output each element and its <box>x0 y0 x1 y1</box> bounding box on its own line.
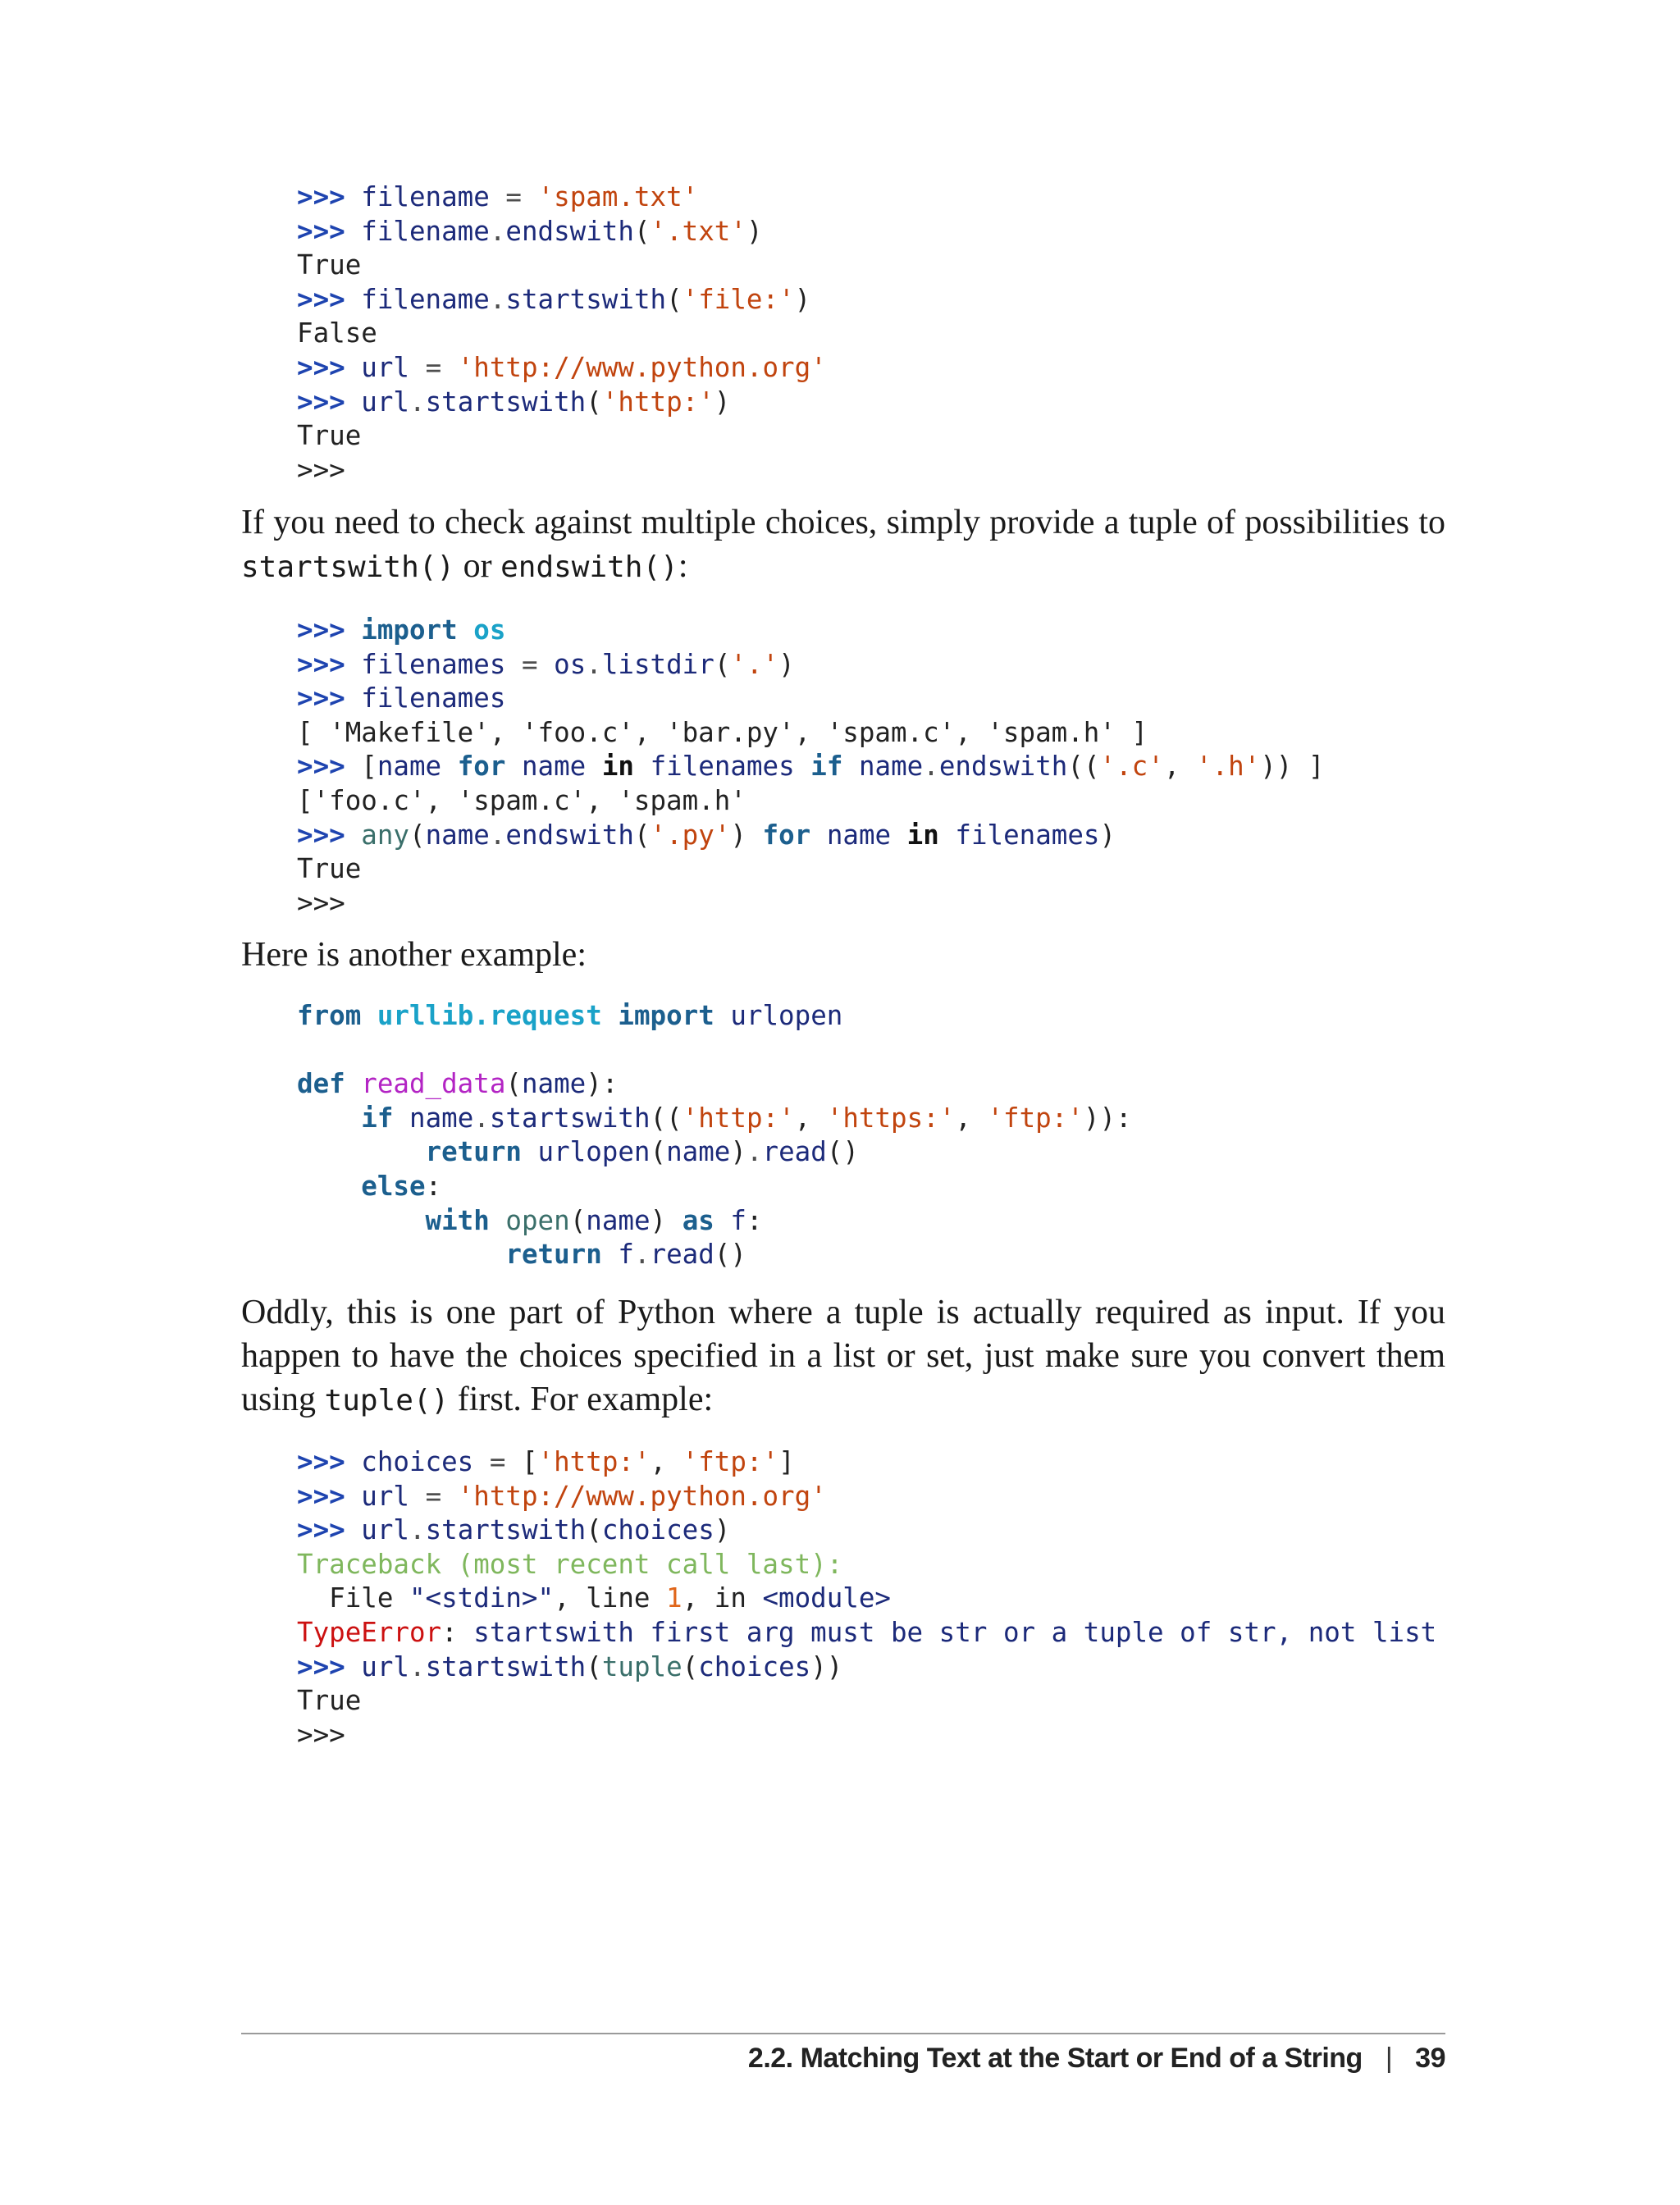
code-line: TypeError: startswith first arg must be str or a tuple of str, not list <box>297 1616 1437 1648</box>
code-line: File "<stdin>", line 1, in <module> <box>297 1582 892 1614</box>
code-line: >>> <box>297 1719 345 1751</box>
footer-section-title: 2.2. Matching Text at the Start or End of a String <box>747 2043 1363 2074</box>
code-line: >>> url.startswith(tuple(choices)) <box>297 1650 843 1682</box>
code-line: if name.startswith(('http:', 'https:', 'ftp:')): <box>361 1102 1132 1134</box>
page-number: 39 <box>1415 2043 1445 2074</box>
code-block-4 <box>297 1445 1436 1752</box>
code-line: >>> filename.endswith('.txt') <box>297 215 763 247</box>
code-line: >>> choices = ['http:', 'ftp:'] <box>297 1446 795 1477</box>
code-line: return urlopen(name).read() <box>425 1136 859 1168</box>
code-line: >>> filename.startswith('file:') <box>297 283 811 315</box>
paragraph-tuple-required <box>241 1291 1445 1422</box>
paragraph-another-example <box>241 934 1445 977</box>
code-line: >>> [name for name in filenames if name.endswith(('.c', '.h')) ] <box>297 751 1325 783</box>
code-line: from urllib.request import urlopen <box>297 1000 843 1031</box>
code-line: ['foo.c', 'spam.c', 'spam.h' <box>297 784 746 816</box>
code-block-1 <box>297 180 827 487</box>
paragraph-text: Oddly, this is one part of Python where a tuple is actually required as input. If you happen to have the choices specified in a list or set, just make sure you convert them using <box>241 1294 1445 1418</box>
code-line: >>> filename = 'spam.txt' <box>297 181 699 212</box>
code-line: Traceback (most recent call last): <box>297 1548 843 1580</box>
footer-separator: | <box>1385 2043 1393 2074</box>
code-line: >>> filenames <box>297 682 506 714</box>
code-line: [ 'Makefile', 'foo.c', 'bar.py', 'spam.c', 'spam.h' ] <box>297 716 1148 748</box>
paragraph-text: first. For example: <box>449 1381 714 1418</box>
inline-code-endswith: endswith() <box>500 550 678 584</box>
code-line: return f.read() <box>505 1239 746 1271</box>
inline-code-startswith: startswith() <box>241 550 455 584</box>
code-line: >>> url.startswith('http:') <box>297 386 731 418</box>
paragraph-text: : <box>678 547 688 585</box>
footer-rule <box>241 2033 1445 2034</box>
code-line: >>> url = 'http://www.python.org' <box>297 351 827 383</box>
code-line: False <box>297 317 377 349</box>
code-line: True <box>297 420 362 452</box>
code-line: >>> filenames = os.listdir('.') <box>297 648 795 680</box>
code-line: True <box>297 249 362 281</box>
code-line: >>> import os <box>297 614 506 646</box>
code-line: >>> url = 'http://www.python.org' <box>297 1480 827 1512</box>
code-line: >>> <box>297 887 345 919</box>
code-line: >>> any(name.endswith('.py') for name in filenames) <box>297 819 1116 851</box>
code-line: with open(name) as f: <box>425 1204 763 1236</box>
paragraph-text: Here is another example: <box>241 936 587 974</box>
code-line: True <box>297 1685 362 1717</box>
code-line: >>> url.startswith(choices) <box>297 1514 731 1546</box>
page-footer <box>748 2043 1445 2075</box>
paragraph-text: or <box>454 547 501 585</box>
code-line: def read_data(name): <box>297 1068 619 1100</box>
code-line: else: <box>361 1170 442 1202</box>
code-block-3 <box>297 999 1132 1272</box>
code-line: >>> <box>297 454 345 486</box>
paragraph-multiple-choices <box>241 501 1445 589</box>
paragraph-text: If you need to check against multiple choices, simply provide a tuple of possibilities to <box>241 504 1445 541</box>
inline-code-tuple: tuple() <box>324 1384 450 1418</box>
code-line: True <box>297 853 362 885</box>
code-block-2 <box>297 614 1325 920</box>
